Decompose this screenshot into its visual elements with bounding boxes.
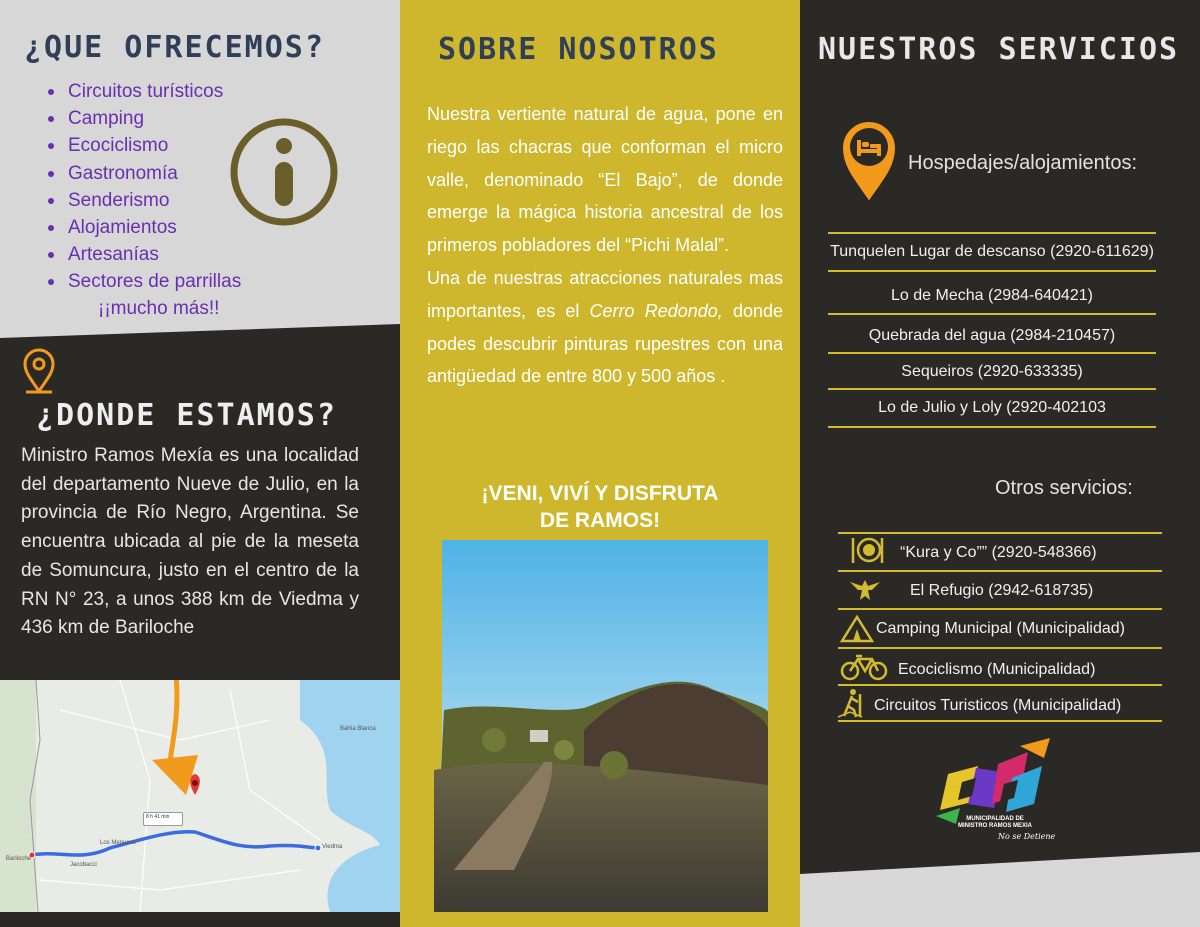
list-item: Alojamientos	[48, 214, 241, 241]
tent-icon	[840, 613, 874, 643]
divider	[828, 232, 1156, 234]
list-item: Sectores de parrillas	[48, 268, 241, 295]
about-title: SOBRE NOSOTROS	[438, 32, 719, 67]
list-item: Senderismo	[48, 187, 241, 214]
divider	[828, 426, 1156, 428]
plate-icon	[850, 535, 884, 565]
where-title: ¿DONDE ESTAMOS?	[36, 398, 337, 433]
divider	[838, 720, 1162, 722]
divider	[838, 570, 1162, 572]
bicycle-icon	[840, 652, 888, 682]
about-paragraph-2: Una de nuestras atracciones naturales mas importantes, es el	[427, 267, 783, 321]
route-map	[0, 680, 400, 912]
list-item: Camping	[48, 105, 241, 132]
divider	[828, 313, 1156, 315]
landscape-photo	[434, 540, 768, 912]
divider	[838, 532, 1162, 534]
map-label: Jacobacci	[70, 862, 97, 868]
about-paragraph-2-end: donde podes descubrir pinturas rupestres con una antigüedad de entre 800 y 500 años .	[427, 300, 783, 387]
divider	[828, 352, 1156, 354]
hotel-item: Tunquelen Lugar de descanso (2920-611629)	[830, 243, 1154, 260]
list-item: Ecociclismo	[48, 132, 241, 159]
service-item: Circuitos Turisticos (Municipalidad)	[874, 697, 1122, 714]
list-item: Circuitos turísticos	[48, 78, 241, 105]
hotel-item: Lo de Julio y Loly (2920-402103	[878, 399, 1106, 416]
hotel-item: Sequeiros (2920-633335)	[901, 363, 1083, 380]
list-item: Artesanías	[48, 241, 241, 268]
service-item: El Refugio (2942-618735)	[910, 582, 1094, 599]
logo-line-1: MUNICIPALIDAD DE	[966, 816, 1024, 822]
divider	[838, 684, 1162, 686]
about-text	[427, 98, 783, 393]
services-title: NUESTROS SERVICIOS	[818, 32, 1180, 67]
slogan: ¡VENI, VIVÍ Y DISFRUTA DE RAMOS!	[481, 482, 719, 532]
divider	[828, 270, 1156, 272]
about-paragraph-1: Nuestra vertiente natural de agua, pone en riego las chacras que conforman el micro valle, denominado “El Bajo”, de donde emerge la mágica historia ancestral de los primeros pobladores del “Pichi Malal”.	[427, 104, 783, 256]
offer-list	[48, 78, 241, 296]
location-pin-icon	[22, 348, 56, 394]
offer-more: ¡¡mucho más!!	[98, 298, 220, 319]
map-label: Los Menucos	[100, 840, 136, 846]
map-label: Viedma	[322, 844, 343, 850]
eagle-icon	[848, 574, 882, 604]
hiker-icon	[836, 688, 870, 718]
cerro-redondo-text: Cerro Redondo,	[589, 300, 723, 321]
where-description: Ministro Ramos Mexía es una localidad del departamento Nueve de Julio, en la provincia de Río Negro, Argentina. Se encuentra ubicada al pie de la meseta de Somuncura, justo en el centro de la RN N° 23, a unos 388 km de Viedma y 436 km de Bariloche	[21, 445, 359, 639]
logo-tagline: No se Detiene	[998, 832, 1056, 841]
divider	[838, 608, 1162, 610]
map-label: Bariloche	[6, 856, 32, 862]
list-item: Gastronomía	[48, 160, 241, 187]
route-time-label: 8 h 41 min	[143, 812, 183, 826]
divider	[828, 388, 1156, 390]
info-icon	[230, 118, 338, 226]
map-label: Bahía Blanca	[340, 726, 376, 732]
hotels-title: Hospedajes/alojamientos:	[908, 152, 1138, 174]
divider	[838, 647, 1162, 649]
hotel-item: Lo de Mecha (2984-640421)	[891, 287, 1093, 304]
service-item: Camping Municipal (Municipalidad)	[876, 620, 1125, 637]
bed-pin-icon	[838, 118, 900, 204]
service-item: Ecociclismo (Municipalidad)	[898, 661, 1096, 678]
service-item: “Kura y Co”” (2920-548366)	[900, 544, 1097, 561]
logo-line-2: MINISTRO RAMOS MEXIA	[957, 823, 1032, 829]
municipality-name	[940, 816, 1050, 830]
other-services-title: Otros servicios:	[995, 477, 1133, 499]
hotel-item: Quebrada del agua (2984-210457)	[868, 327, 1116, 344]
offer-title: ¿QUE OFRECEMOS?	[24, 30, 325, 65]
